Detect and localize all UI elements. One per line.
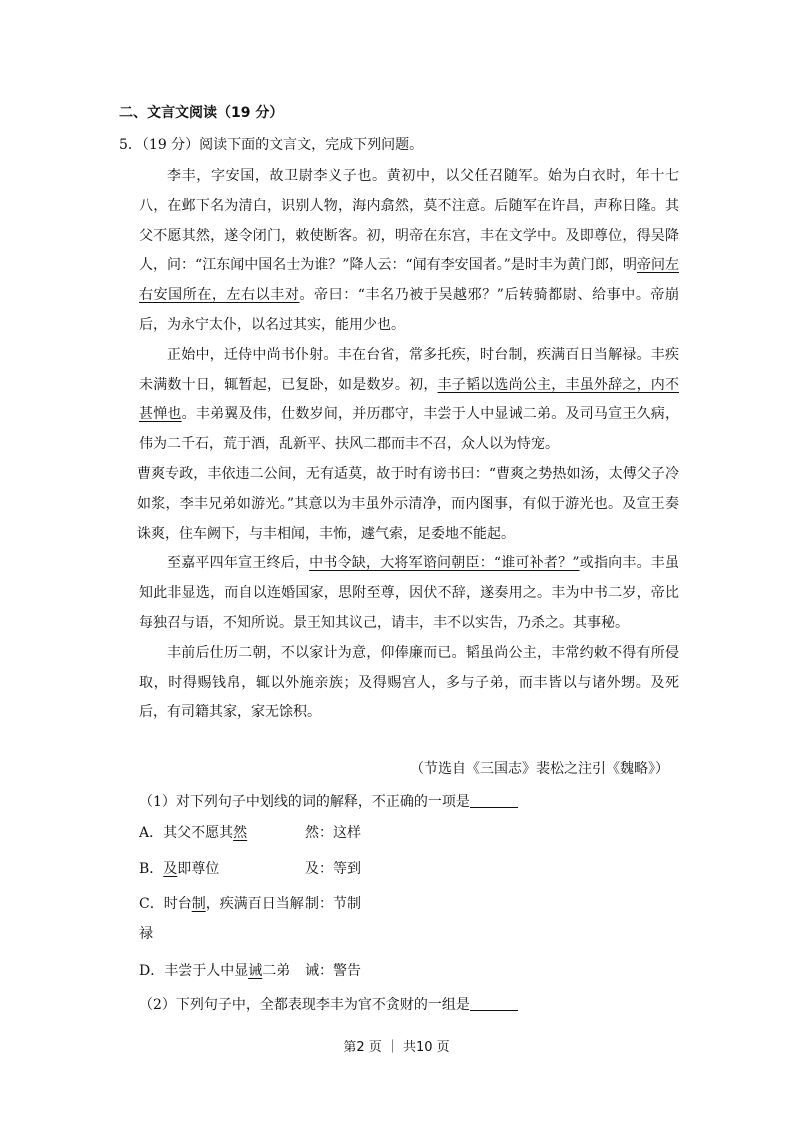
option-explanation: 诫：警告 xyxy=(305,963,361,979)
option-explanation: 制：节制 xyxy=(305,896,361,912)
option-text: 时台 xyxy=(163,896,192,912)
option-explanation: 及：等到 xyxy=(305,861,361,877)
paragraph-1-text-b: 。帝曰：“丰名乃被于吴越邪？”后转骑都尉、给事中。帝崩后，为永宁太仆，以名过其实，能用少也。 xyxy=(139,287,679,333)
section-title: 二、文言文阅读（19 分） xyxy=(119,105,284,121)
underlined-word: 然 xyxy=(233,825,248,841)
option-text: 丰尝于人中显 xyxy=(164,963,249,979)
option-label: B． xyxy=(139,861,164,877)
paragraph-2-text-b: 。丰弟翼及伟，仕数岁间，并历郡守，丰尝于人中显诫二弟。及司马宣王久病，伟为二千石，荒于酒，乱新平、扶风二郡而丰不召，众人以为恃宠。 xyxy=(139,406,680,453)
option-b[interactable] xyxy=(139,858,361,878)
sub-question-1 xyxy=(139,791,518,811)
page-footer: 第2 页 ｜ 共10 页 xyxy=(343,1040,450,1055)
option-text: ，疾满百日当解 xyxy=(205,896,304,912)
option-d[interactable] xyxy=(139,960,361,980)
paragraph-4 xyxy=(139,549,679,638)
option-explanation: 然：这样 xyxy=(305,825,361,841)
underlined-sentence-2: 丰子韬以选尚公主，丰虽外辞之，内不甚惮也 xyxy=(139,376,680,423)
paragraph-1 xyxy=(139,162,679,341)
option-text: 二弟 xyxy=(262,963,291,979)
underlined-word: 及 xyxy=(163,861,178,877)
option-text: 其父不愿其 xyxy=(163,825,234,841)
option-text-wrap: 禄 xyxy=(139,926,153,942)
answer-blank-2[interactable] xyxy=(470,996,518,1011)
paragraph-2 xyxy=(139,341,679,460)
answer-blank-1[interactable] xyxy=(470,793,518,808)
option-label: C． xyxy=(139,896,164,912)
paragraph-2-text-a: 正始中，迁侍中尚书仆射。丰在台省，常多托疾，时台制，疾满百日当解禄。丰疾未满数十日，辄暂起，已复卧，如是数岁。初， xyxy=(139,346,679,393)
option-label: A． xyxy=(139,825,164,841)
question-heading: 5．（19 分）阅读下面的文言文，完成下列问题。 xyxy=(119,137,424,153)
paragraph-5: 丰前后仕历二朝，不以家计为意，仰俸廉而已。韬虽尚公主，丰常约敕不得有所侵取，时得赐钱帛，辄以外施亲族；及得赐宫人，多与子弟，而丰皆以与诸外甥。及死后，有司籍其家，家无馀积。 xyxy=(139,644,679,721)
option-label: D． xyxy=(139,963,165,979)
option-c[interactable] xyxy=(139,893,361,942)
sub-question-2-text: （2）下列句子中，全都表现李丰为官不贪财的一组是 xyxy=(139,997,470,1013)
sub-question-1-text: （1）对下列句子中划线的词的解释，不正确的一项是 xyxy=(139,794,470,810)
paragraph-4-text-a: 至嘉平四年宣王终后， xyxy=(167,555,310,572)
underlined-sentence-3: 中书令缺，大将军谘问朝臣：“谁可补者？” xyxy=(309,555,580,572)
underlined-sentence-1: 帝问左右安国所在，左右以丰对 xyxy=(139,257,679,304)
underlined-word: 诫 xyxy=(248,963,263,979)
source-citation: （节选自《三国志》裴松之注引《魏略》） xyxy=(410,761,669,777)
paragraph-1-text-a: 李丰，字安国，故卫尉李义子也。黄初中，以父任召随军。始为白衣时，年十七八，在邺下名为清白，识别人物，海内翕然，莫不注意。后随军在许昌，声称日隆。其父不愿其然，遂令闭门，敕使断客。初，明帝在东宫，丰在文学中。及即尊位，得吴降人，问：“江东闻中国名士为谁？”降人云：“闻有李安国者。”是时丰为黄门郎，明 xyxy=(139,168,679,274)
option-text: 即尊位 xyxy=(177,861,220,877)
paragraph-4-text-b: 或指向丰。丰虽知此非显选，而自以连婚国家，思附至尊，因伏不辞，遂奏用之。丰为中书二岁，帝比每独召与语，不知所说。景王知其议己，请丰，丰不以实告，乃杀之。其事秘。 xyxy=(139,555,680,631)
option-a[interactable] xyxy=(139,822,361,842)
passage xyxy=(139,162,679,728)
sub-question-2 xyxy=(139,994,518,1014)
paragraph-3: 曹爽专政，丰依违二公间，无有适莫，故于时有谤书曰：“曹爽之势热如汤，太傅父子冷如浆，李丰兄弟如游光。”其意以为丰虽外示清净，而内图事，有似于游光也。及宣王奏诛爽，住车阙下，与丰相闻，丰怖，遽气索，足委地不能起。 xyxy=(137,465,679,542)
underlined-word: 制 xyxy=(191,896,206,912)
